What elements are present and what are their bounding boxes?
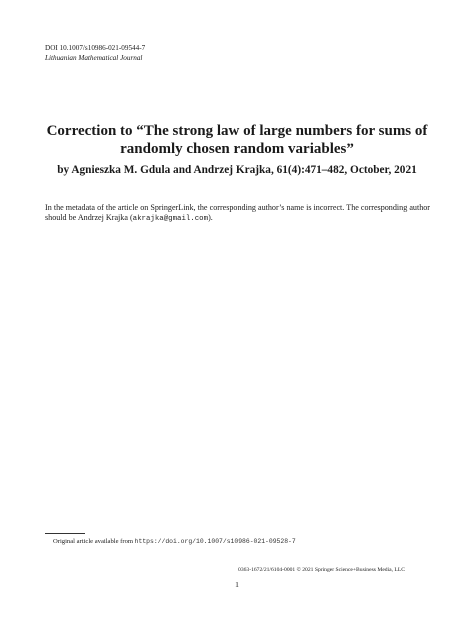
correction-body: [45, 203, 430, 224]
author-email-link[interactable]: akrajka@gmail.com: [132, 215, 209, 223]
title-line-1: Correction to “The strong law of large numbers for sums of: [46, 123, 428, 139]
journal-name: Lithuanian Mathematical Journal: [45, 54, 143, 62]
footnote: [53, 537, 296, 546]
article-header: [45, 43, 145, 63]
footnote-text: Original article available from: [53, 538, 135, 545]
footnote-rule: [45, 533, 85, 534]
title-block: [30, 122, 444, 177]
body-text-part-1: In the metadata of the article on SpringerLink, the corresponding author’s name is incorrect. The corresponding author should be Andrzej Krajka (: [45, 203, 430, 222]
page-number: 1: [235, 580, 239, 589]
copyright-line: 0363-1672/21/6104-0001 © 2021 Springer Science+Business Media, LLC: [238, 567, 405, 573]
body-text-part-2: ).: [208, 213, 213, 222]
title-line-2: randomly chosen random variables”: [120, 141, 354, 157]
doi-line: DOI 10.1007/s10986-021-09544-7: [45, 44, 146, 52]
article-subtitle: by Agnieszka M. Gdula and Andrzej Krajka, 61(4):471–482, October, 2021: [57, 164, 417, 176]
article-title: [30, 122, 444, 158]
original-article-link[interactable]: https://doi.org/10.1007/s10986-021-09528-7: [134, 538, 296, 545]
